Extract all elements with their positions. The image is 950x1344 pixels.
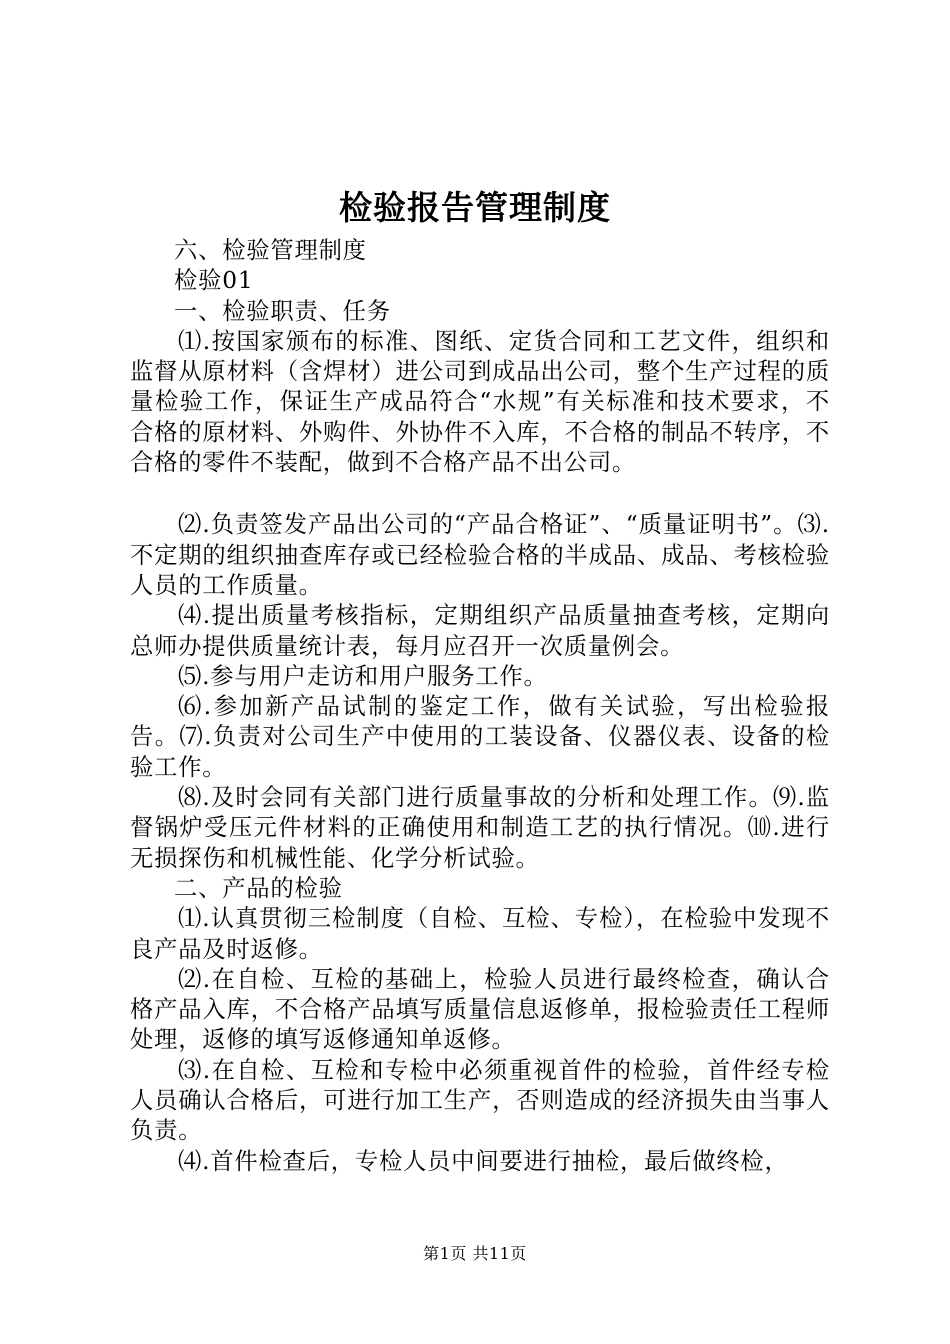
paragraph: ⑹.参加新产品试制的鉴定工作，做有关试验，写出检验报告。⑺.负责对公司生产中使用的工装设备、仪器仪表、设备的检验工作。 — [130, 693, 830, 781]
paragraph: ⑶.在自检、互检和专检中必须重视首件的检验，首件经专检人员确认合格后，可进行加工生产，否则造成的经济损失由当事人负责。 — [130, 1056, 830, 1145]
section-heading-six: 六、检验管理制度 — [174, 237, 367, 264]
page-footer: 第1页 共11页 — [423, 1244, 527, 1263]
paragraph: ⑵.负责签发产品出公司的“产品合格证”、“质量证明书”。⑶.不定期的组织抽查库存或已经检验合格的半成品、成品、考核检验人员的工作质量。 — [130, 511, 830, 599]
paragraph: ⑷.首件检查后，专检人员中间要进行抽检，最后做终检， — [178, 1147, 789, 1175]
section-heading-two: 二、产品的检验 — [174, 874, 343, 902]
paragraph: ⑷.提出质量考核指标，定期组织产品质量抽查考核，定期向总师办提供质量统计表，每月应召开一次质量例会。 — [130, 602, 830, 660]
paragraph: ⑴.按国家颁布的标准、图纸、定货合同和工艺文件，组织和监督从原材料（含焊材）进公司到成品出公司，整个生产过程的质量检验工作，保证生产成品符合“水规”有关标准和技术要求，不合格的原材料、外购件、外协件不入库，不合格的制品不转序，不合格的零件不装配，做到不合格产品不出公司。 — [130, 327, 830, 477]
paragraph-gap — [130, 478, 830, 510]
document-title: 检验报告管理制度 — [339, 188, 611, 227]
paragraph: ⑻.及时会同有关部门进行质量事故的分析和处理工作。⑼.监督锅炉受压元件材料的正确使用和制造工艺的执行情况。⑽.进行无损探伤和机械性能、化学分析试验。 — [130, 784, 830, 872]
document-body — [130, 236, 830, 1177]
paragraph: ⑴.认真贯彻三检制度（自检、互检、专检），在检验中发现不良产品及时返修。 — [130, 905, 830, 963]
section-heading-one: 一、检验职责、任务 — [174, 297, 391, 325]
code-label: 检验01 — [174, 267, 254, 295]
paragraph: ⑵.在自检、互检的基础上，检验人员进行最终检查，确认合格产品入库，不合格产品填写质量信息返修单，报检验责任工程师处理，返修的填写返修通知单返修。 — [130, 965, 830, 1054]
paragraph: ⑸.参与用户走访和用户服务工作。 — [178, 662, 548, 690]
